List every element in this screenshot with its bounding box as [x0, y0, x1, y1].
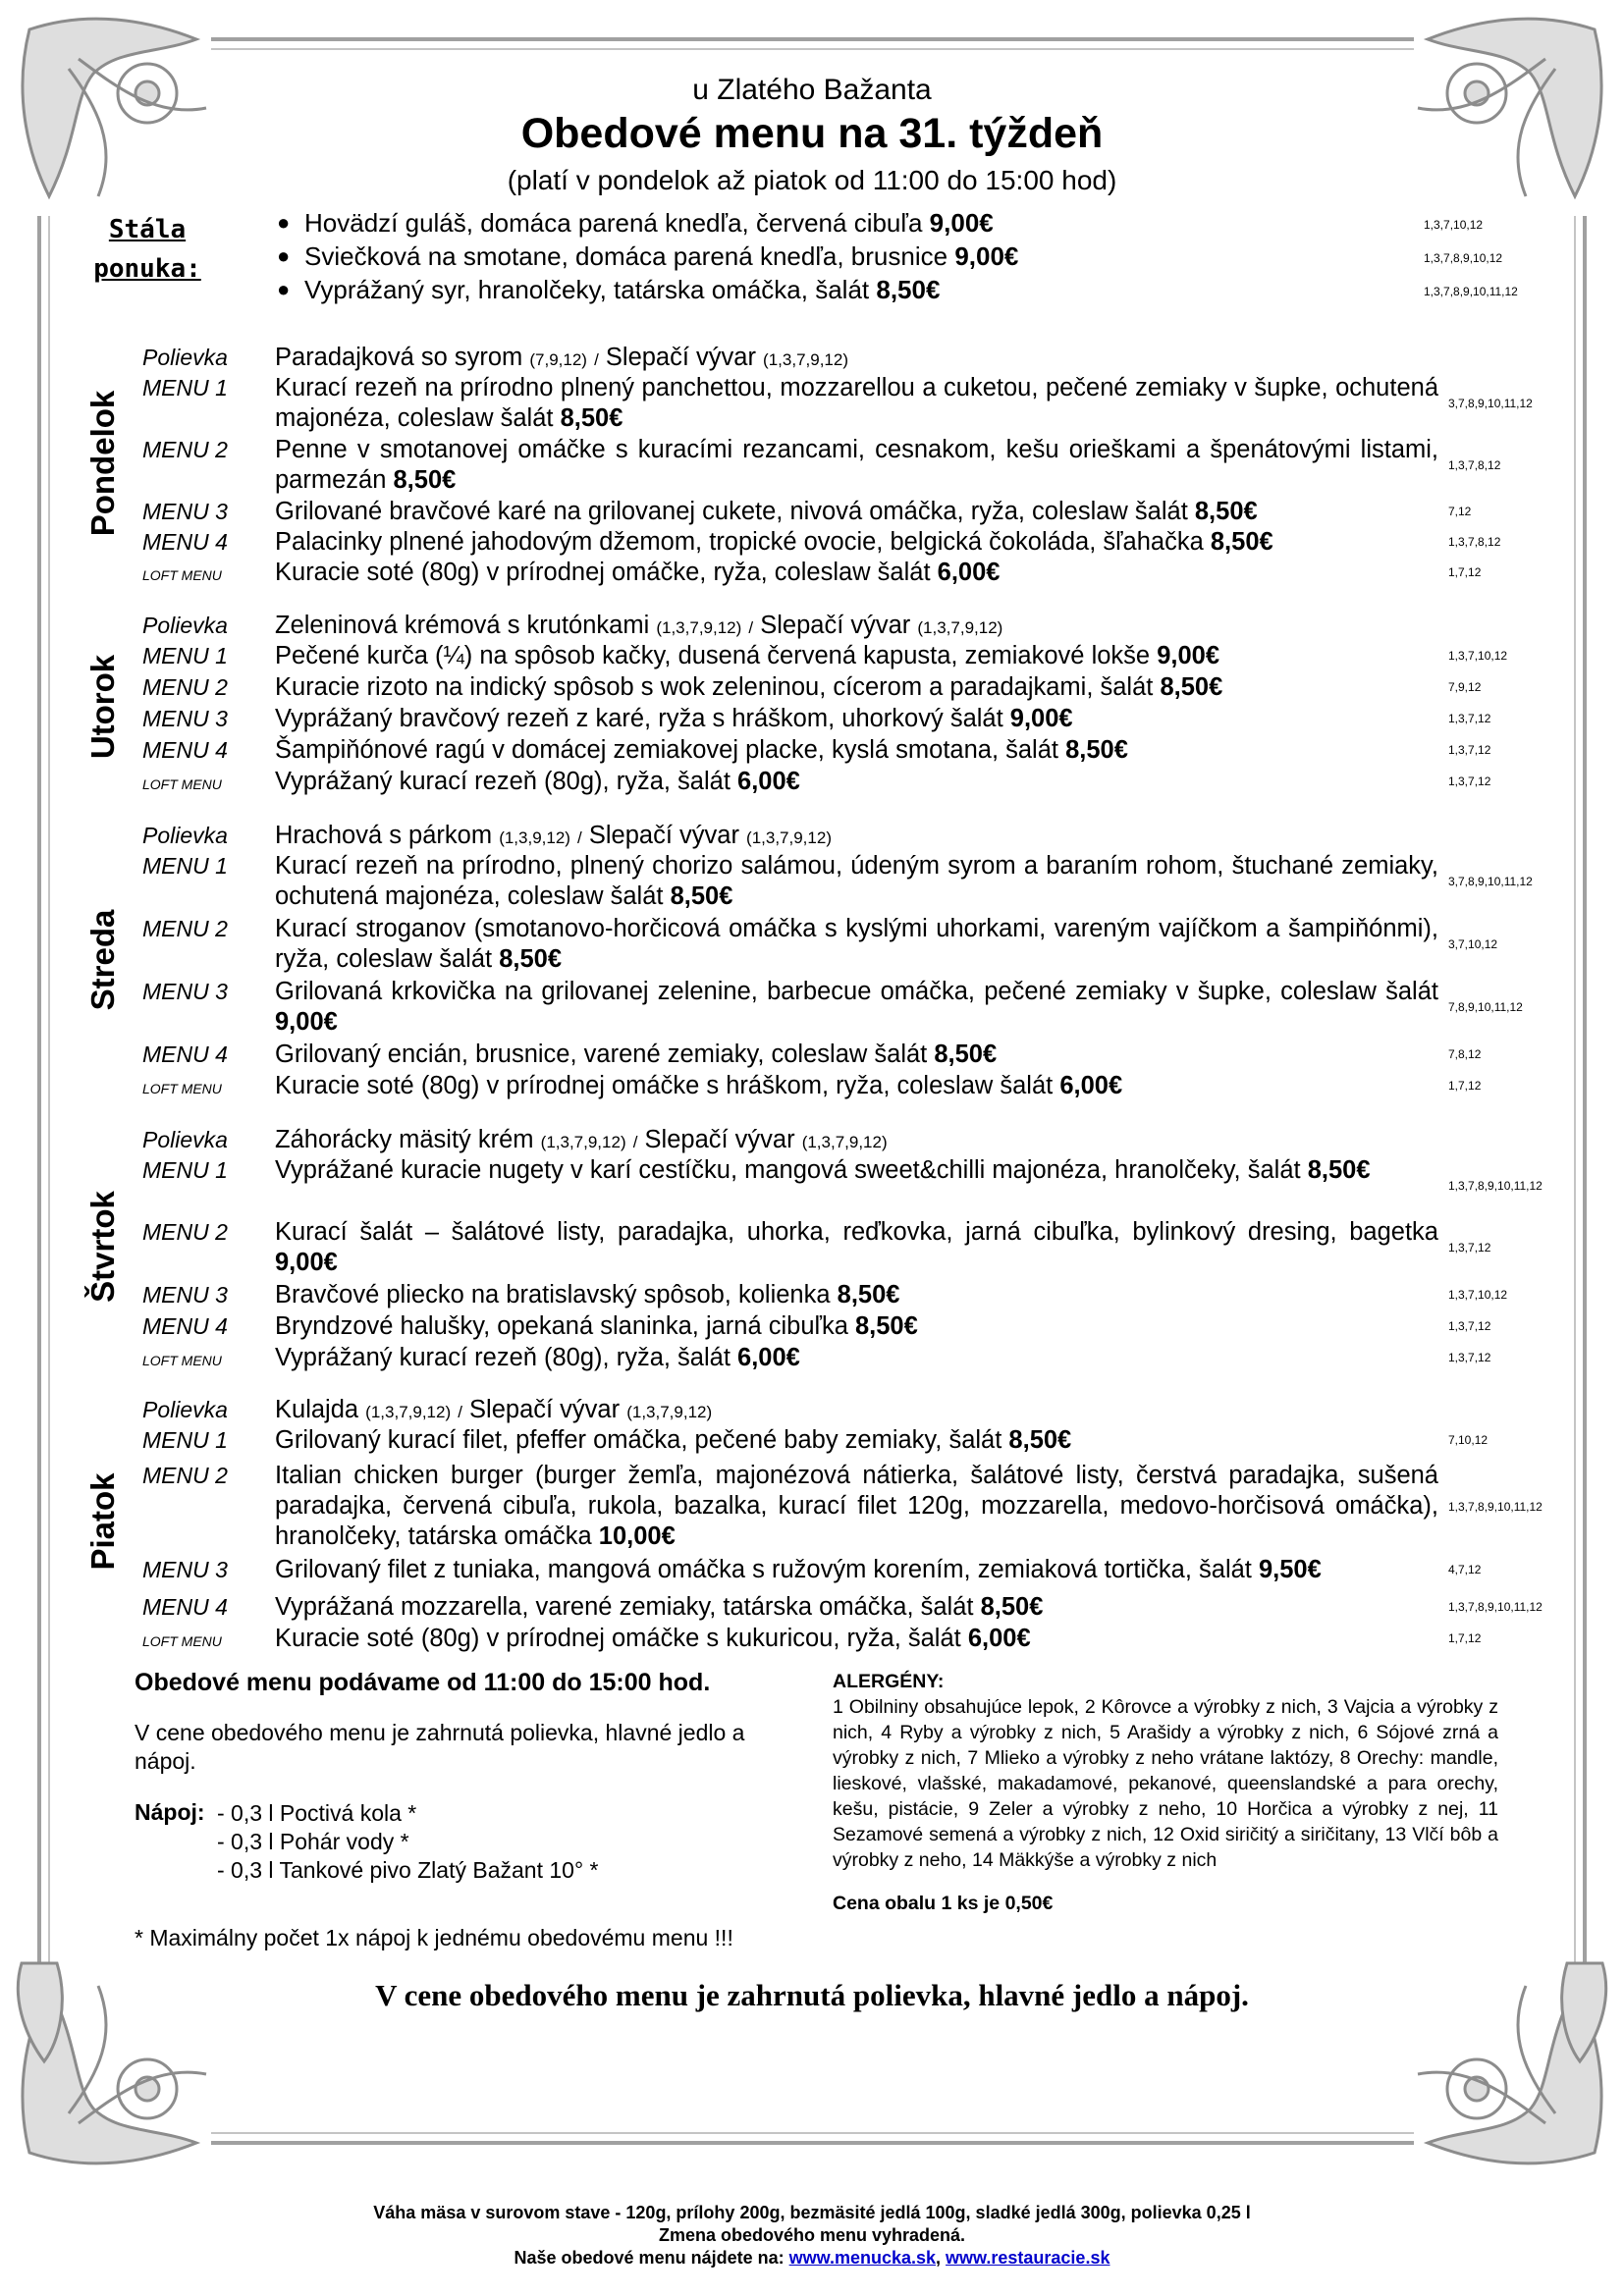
included-banner: V cene obedového menu je zahrnutá polievka, hlavné jedlo a nápoj. — [375, 1978, 1249, 2012]
allergen-codes: 3,7,8,9,10,11,12 — [1448, 397, 1533, 410]
validity-note: (platí v pondelok až piatok od 11:00 do 15:00 hod) — [507, 165, 1117, 195]
standing-offer-list — [265, 206, 1518, 306]
allergen-codes: 1,3,7,12 — [1448, 1351, 1491, 1364]
allergen-codes: 1,3,7,8,9,10,11,12 — [1448, 1600, 1543, 1614]
included-note: V cene obedového menu je zahrnutá polievka, hlavné jedlo a nápoj. — [135, 1720, 745, 1774]
allergen-codes: 1,3,7,12 — [1448, 1241, 1491, 1255]
allergen-codes: 1,7,12 — [1448, 1631, 1482, 1645]
standing-offer-item: ● Vyprážaný syr, hranolčeky, tatárska omáčka, šalát 8,50€ 1,3,7,8,9,10,11,12 — [265, 273, 1453, 306]
allergen-codes: 1,3,7,10,12 — [1448, 649, 1508, 663]
allergen-codes: 1,7,12 — [1448, 565, 1482, 579]
bullet-icon: ● — [277, 243, 291, 268]
allergen-codes: 1,7,12 — [1448, 1079, 1482, 1093]
allergen-codes: 7,8,9,10,11,12 — [1448, 1000, 1523, 1014]
day-label-streda: Streda — [84, 909, 121, 1011]
footer: Váha mäsa v surovom stave - 120g, prílohy 200g, bezmäsité jedlá 100g, sladké jedlá 300g, polievka 0,25 l Zmena obedového menu vyhradená. Naše obedové menu nájdete na: www.menucka.sk, www.restauracie.sk — [373, 2203, 1251, 2268]
restaurant-name: u Zlatého Bažanta — [692, 74, 932, 106]
allergen-codes: 1,3,7,12 — [1448, 774, 1491, 788]
link-restauracie[interactable]: www.restauracie.sk — [946, 2248, 1110, 2268]
day-label-pondelok: Pondelok — [84, 390, 121, 537]
allergen-codes: 1,3,7,8,9,10,11,12 — [1424, 285, 1518, 298]
allergen-codes: 1,3,7,10,12 — [1448, 1288, 1508, 1302]
allergen-codes: 7,12 — [1448, 505, 1472, 518]
allergen-codes: 1,3,7,12 — [1448, 712, 1491, 725]
info-block — [135, 1669, 802, 1951]
drinks-list: Nápoj: - 0,3 l Poctivá kola * - 0,3 l Pohár vody * - 0,3 l Tankové pivo Zlatý Bažant 10° * — [135, 1799, 599, 1883]
allergen-codes: 3,7,8,9,10,11,12 — [1448, 875, 1533, 888]
allergen-codes: 1,3,7,8,9,10,11,12 — [1448, 1500, 1543, 1514]
standing-offer-item: ● Sviečková na smotane, domáca parená knedľa, brusnice 9,00€ 1,3,7,8,9,10,12 — [265, 240, 1453, 273]
allergens-title: ALERGÉNY: — [833, 1671, 945, 1692]
allergen-codes: 3,7,10,12 — [1448, 937, 1498, 951]
drink-limit-note: * Maximálny počet 1x nápoj k jednému obedovému menu !!! — [135, 1925, 733, 1950]
allergen-codes: 7,8,12 — [1448, 1047, 1482, 1061]
day-label-stvrtok: Štvrtok — [84, 1191, 121, 1303]
allergen-codes: 1,3,7,8,12 — [1448, 535, 1501, 549]
bullet-icon: ● — [277, 210, 291, 235]
allergen-codes: 1,3,7,8,9,10,12 — [1424, 251, 1503, 265]
link-menucka[interactable]: www.menucka.sk — [788, 2248, 937, 2268]
allergen-codes: 7,9,12 — [1448, 680, 1482, 694]
allergens-block — [833, 1669, 1498, 1916]
standing-offer-item: ● Hovädzí guláš, domáca parená knedľa, červená cibuľa 9,00€ 1,3,7,10,12 — [265, 206, 1453, 240]
standing-offer-label: Stála ponuka: — [93, 215, 201, 284]
serving-hours: Obedové menu podávame od 11:00 do 15:00 hod. — [135, 1669, 711, 1696]
allergen-codes: 1,3,7,12 — [1448, 743, 1491, 757]
bullet-icon: ● — [277, 277, 291, 301]
day-label-piatok: Piatok — [84, 1472, 121, 1571]
allergen-codes: 1,3,7,12 — [1448, 1319, 1491, 1333]
allergen-codes: 1,3,7,8,12 — [1448, 458, 1501, 472]
allergens-list: 1 Obilniny obsahujúce lepok, 2 Kôrovce a výrobky z nich, 3 Vajcia a výrobky z nich, 4 Ryby a výrobky z nich, 5 Arašidy a výrobky z nich, 6 Sójové zrná a výrobky z nich, 7 Mlieko a výrobky z neho vrátane laktózy, 8 Orechy: mandle, lieskové, vlašské, makadamové, pekanové, queenslandské a para orechy, kešu, pistácie, 9 Zeler a výrobky z neho, 10 Horčica a výrobky z nej, 11 Sezamové semená a výrobky z nich, 12 Oxid siričitý a siričitany, 13 Vlčí bôb a výrobky z neho, 14 Mäkkýše a výrobky z nich — [833, 1696, 1498, 1871]
allergen-codes: 1,3,7,8,9,10,11,12 — [1448, 1179, 1543, 1193]
allergen-codes: 4,7,12 — [1448, 1563, 1482, 1576]
page-title: Obedové menu na 31. týždeň — [520, 110, 1104, 157]
allergen-codes: 1,3,7,10,12 — [1424, 218, 1484, 232]
day-label-utorok: Utorok — [84, 654, 121, 760]
packaging-price: Cena obalu 1 ks je 0,50€ — [833, 1893, 1054, 1914]
allergen-codes: 7,10,12 — [1448, 1433, 1489, 1447]
